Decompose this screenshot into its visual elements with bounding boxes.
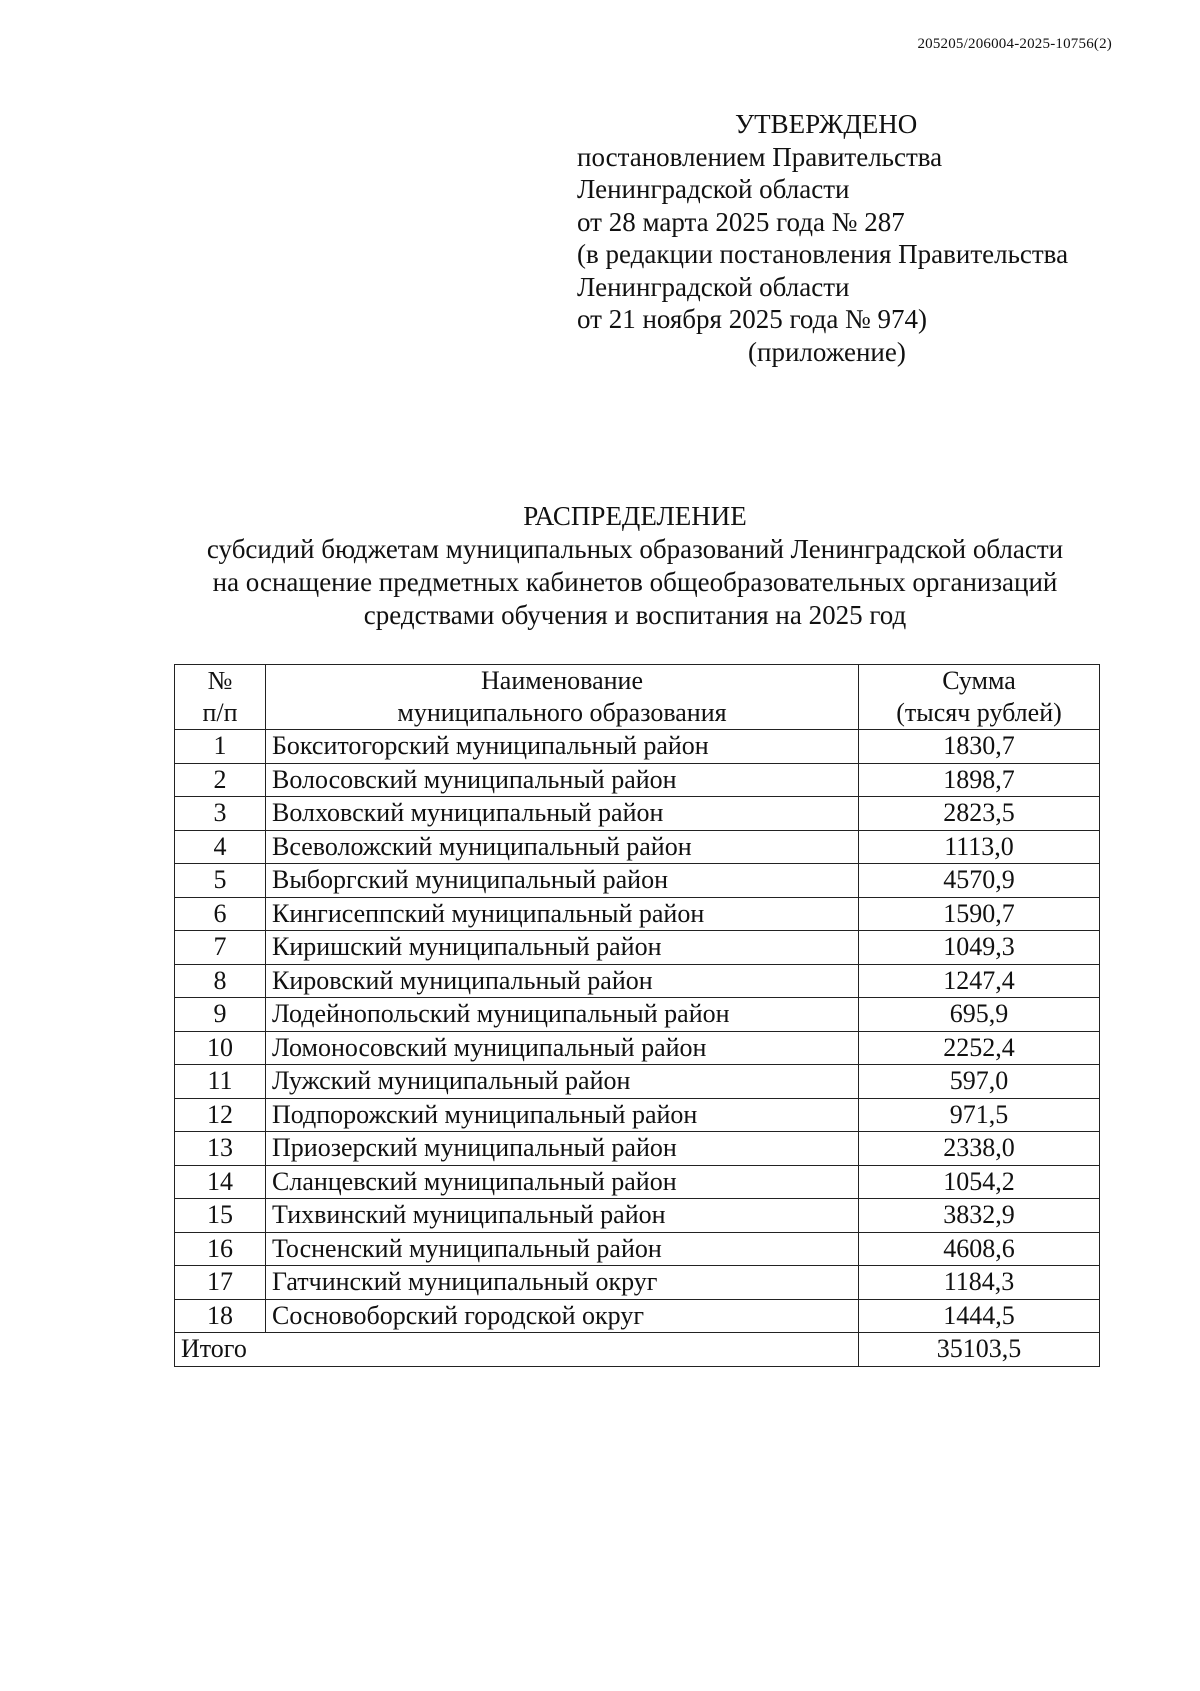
- table-row: [175, 897, 1100, 931]
- total-sum: 35103,5: [859, 1333, 1100, 1367]
- row-name: Киришский муниципальный район: [266, 931, 859, 965]
- row-sum: 1830,7: [859, 730, 1100, 764]
- row-name: Сосновоборский городской округ: [266, 1299, 859, 1333]
- row-sum: 1247,4: [859, 964, 1100, 998]
- header-row: [175, 665, 1100, 730]
- row-name: Кировский муниципальный район: [266, 964, 859, 998]
- approval-line: Ленинградской области: [577, 271, 850, 302]
- row-num: 1: [175, 730, 266, 764]
- total-row: [175, 1333, 1100, 1367]
- row-num: 12: [175, 1098, 266, 1132]
- row-sum: 2252,4: [859, 1031, 1100, 1065]
- table-row: [175, 1132, 1100, 1166]
- table-row: [175, 1031, 1100, 1065]
- row-name: Лужский муниципальный район: [266, 1065, 859, 1099]
- row-name: Подпорожский муниципальный район: [266, 1098, 859, 1132]
- header-num-line1: №: [207, 666, 233, 695]
- row-num: 6: [175, 897, 266, 931]
- row-name: Всеволожский муниципальный район: [266, 830, 859, 864]
- table-row: [175, 864, 1100, 898]
- row-sum: 1590,7: [859, 897, 1100, 931]
- row-num: 7: [175, 931, 266, 965]
- row-name: Выборгский муниципальный район: [266, 864, 859, 898]
- table-row: [175, 1299, 1100, 1333]
- row-sum: 3832,9: [859, 1199, 1100, 1233]
- row-num: 8: [175, 964, 266, 998]
- table-row: [175, 964, 1100, 998]
- approval-line: Ленинградской области: [577, 174, 850, 204]
- row-name: Волховский муниципальный район: [266, 797, 859, 831]
- row-name: Сланцевский муниципальный район: [266, 1165, 859, 1199]
- table-row: [175, 1165, 1100, 1199]
- row-sum: 695,9: [859, 998, 1100, 1032]
- document-id: 205205/206004-2025-10756(2): [917, 36, 1112, 52]
- row-num: 15: [175, 1199, 266, 1233]
- row-sum: 597,0: [859, 1065, 1100, 1099]
- table-row: [175, 730, 1100, 764]
- header-sum-line1: Сумма: [942, 666, 1016, 695]
- appendix-note: (приложение): [748, 336, 906, 367]
- row-num: 10: [175, 1031, 266, 1065]
- row-sum: 4570,9: [859, 864, 1100, 898]
- row-num: 14: [175, 1165, 266, 1199]
- row-num: 17: [175, 1266, 266, 1300]
- row-num: 5: [175, 864, 266, 898]
- heading-subtitle-line: субсидий бюджетам муниципальных образований Ленинградской области: [206, 534, 1064, 564]
- table-row: [175, 797, 1100, 831]
- heading-title: РАСПРЕДЕЛЕНИЕ: [523, 501, 747, 531]
- row-sum: 2823,5: [859, 797, 1100, 831]
- row-num: 18: [175, 1299, 266, 1333]
- row-sum: 1184,3: [859, 1266, 1100, 1300]
- table-row: [175, 998, 1100, 1032]
- document-heading: [0, 500, 1200, 632]
- row-num: 11: [175, 1065, 266, 1099]
- table-row: [175, 931, 1100, 965]
- table-row: [175, 1266, 1100, 1300]
- table-row: [175, 1232, 1100, 1266]
- heading-subtitle-line: на оснащение предметных кабинетов общеобразовательных организаций: [212, 567, 1058, 597]
- header-name: [266, 665, 859, 730]
- row-num: 2: [175, 763, 266, 797]
- header-sum-line2: (тысяч рублей): [896, 698, 1062, 727]
- row-sum: 1049,3: [859, 931, 1100, 965]
- approval-title: УТВЕРЖДЕНО: [735, 109, 918, 139]
- total-label: Итого: [175, 1333, 859, 1367]
- header-num-line2: п/п: [202, 698, 238, 727]
- row-sum: 1054,2: [859, 1165, 1100, 1199]
- row-sum: 4608,6: [859, 1232, 1100, 1266]
- table-body: [175, 730, 1100, 1367]
- table-row: [175, 763, 1100, 797]
- row-name: Тихвинский муниципальный район: [266, 1199, 859, 1233]
- table-row: [175, 830, 1100, 864]
- approval-line: от 28 марта 2025 года № 287: [577, 206, 905, 237]
- row-name: Кингисеппский муниципальный район: [266, 897, 859, 931]
- row-sum: 2338,0: [859, 1132, 1100, 1166]
- row-sum: 1113,0: [859, 830, 1100, 864]
- heading-subtitle-line: средствами обучения и воспитания на 2025 год: [363, 600, 907, 630]
- row-sum: 971,5: [859, 1098, 1100, 1132]
- row-sum: 1898,7: [859, 763, 1100, 797]
- approval-line: (в редакции постановления Правительства: [577, 239, 1069, 269]
- row-name: Тосненский муниципальный район: [266, 1232, 859, 1266]
- row-sum: 1444,5: [859, 1299, 1100, 1333]
- row-num: 4: [175, 830, 266, 864]
- header-num: [175, 665, 266, 730]
- row-name: Ломоносовский муниципальный район: [266, 1031, 859, 1065]
- distribution-table: [174, 664, 1100, 1367]
- header-name-line1: Наименование: [481, 666, 643, 695]
- row-num: 16: [175, 1232, 266, 1266]
- row-name: Гатчинский муниципальный округ: [266, 1266, 859, 1300]
- header-name-line2: муниципального образования: [397, 698, 727, 727]
- row-num: 3: [175, 797, 266, 831]
- approval-line: от 21 ноября 2025 года № 974): [577, 304, 928, 334]
- row-num: 13: [175, 1132, 266, 1166]
- approval-line: постановлением Правительства: [577, 141, 943, 172]
- row-name: Приозерский муниципальный район: [266, 1132, 859, 1166]
- row-name: Лодейнопольский муниципальный район: [266, 998, 859, 1032]
- row-num: 9: [175, 998, 266, 1032]
- table-header: [175, 665, 1100, 730]
- header-sum: [859, 665, 1100, 730]
- row-name: Волосовский муниципальный район: [266, 763, 859, 797]
- table-row: [175, 1199, 1100, 1233]
- table-row: [175, 1065, 1100, 1099]
- table-row: [175, 1098, 1100, 1132]
- row-name: Бокситогорский муниципальный район: [266, 730, 859, 764]
